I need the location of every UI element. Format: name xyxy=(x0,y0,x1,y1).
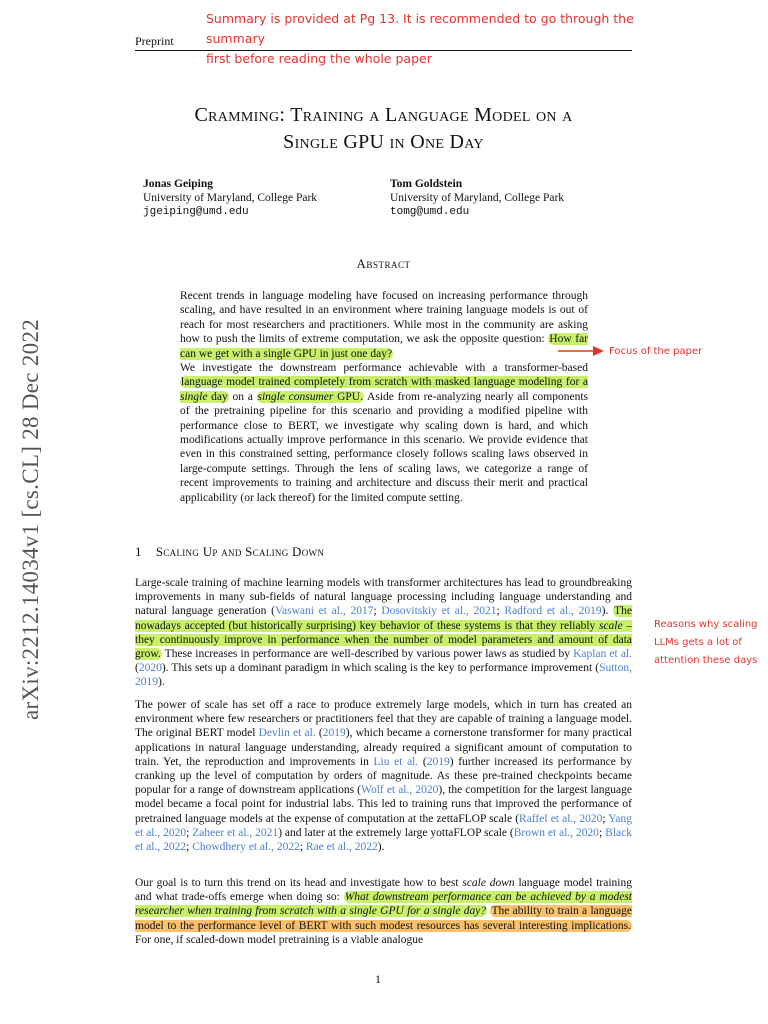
citation-link[interactable]: Radford et al., 2019 xyxy=(504,605,602,618)
body-paragraph xyxy=(135,698,632,854)
section-number: 1 xyxy=(135,544,142,559)
implications-highlight: The ability to train a language model to the performance level of BERT with such modest resources has several interesting implications. xyxy=(135,905,632,932)
paragraph-text xyxy=(135,876,632,947)
question-highlight: What downstream performance can be achieved by a modest researcher when training from scratch with a single GPU for a single day? xyxy=(135,891,633,918)
author-block xyxy=(143,177,317,219)
reasons-annotation-line: LLMs gets a lot of xyxy=(654,637,742,648)
summary-annotation-line: Summary is provided at Pg 13. It is recommended to go through the summary xyxy=(206,11,634,46)
citation-link[interactable]: Liu et al. xyxy=(373,755,419,768)
text-run: ; xyxy=(496,605,505,618)
section-title: Scaling Up and Scaling Down xyxy=(155,544,325,559)
abstract-body xyxy=(180,289,588,505)
highlight-text: for a xyxy=(562,376,588,389)
abstract-heading: Abstract xyxy=(356,256,411,271)
text-run: ( xyxy=(135,662,139,675)
text-run: The power of scale has set off a race to produce extremely large models, which in turn has created an environment where few researchers or practitioners feel that they are capable of training a language model. The original BERT model xyxy=(135,699,632,740)
author-email: jgeiping@umd.edu xyxy=(143,206,249,218)
text-run: ). xyxy=(377,841,385,854)
highlight-text: language model trained completely from scratch with masked language modeling xyxy=(181,376,563,389)
summary-annotation xyxy=(206,9,636,69)
reasons-annotation xyxy=(654,616,764,670)
gpu-highlight xyxy=(257,391,364,403)
author-name: Jonas Geiping xyxy=(143,178,213,190)
text-run: ). This sets up a dominant paradigm in which scaling is the key to performance improvement ( xyxy=(161,662,600,675)
highlight-text: – they continuously improve in performance when the number of model parameters and amount of data grow. xyxy=(135,619,632,661)
author-block xyxy=(390,177,564,219)
text-run: ( xyxy=(315,727,323,740)
highlight-text: scale xyxy=(598,619,623,632)
citation-link[interactable]: Vaswani et al., 2017 xyxy=(274,605,374,618)
author-affiliation: University of Maryland, College Park xyxy=(390,192,565,204)
text-run: ) further increased its performance by cranking up the level of computation by orders of magnitude. As these pre-trained checkpoints became popular for a range of downstream applications ( xyxy=(135,755,632,797)
abstract-text: We investigate the downstream performance achievable with a transformer-based xyxy=(180,362,588,375)
title-line: Single GPU in One Day xyxy=(283,131,484,153)
text-run: ), which became a cornerstone transformer for many practical applications in natural language understanding, already required a significant amount of computation to train. Yet, the reproduction and improvements in xyxy=(135,727,632,768)
citation-link[interactable]: 2019 xyxy=(426,755,450,768)
text-run: scale down xyxy=(462,877,515,889)
reasons-annotation-line: attention these days xyxy=(654,655,758,666)
text-run: ; xyxy=(186,826,193,839)
abstract-text: Aside from re-analyzing nearly all components of the pretraining pipeline for this scenario and providing a modified pipeline with performance close to BERT, we investigate why scaling down is hard, and which modifications actually improve performance in this scenario. We provide evidence that even in this constrained setting, performance closely follows scaling laws observed in large-compute settings. Through the lens of scaling laws, we categorize a range of recent improvements to training and architecture and discuss their merit and practical applicability (or lack thereof) for the limited compute setting. xyxy=(180,390,588,504)
citation-link[interactable]: Wolf et al., 2020 xyxy=(361,784,439,797)
arrow-right-icon xyxy=(557,345,605,357)
citation-link[interactable]: 2019 xyxy=(322,727,346,740)
text-run: ). xyxy=(158,676,165,689)
section-heading xyxy=(135,544,324,560)
citation-link[interactable]: Chowdhery et al., 2022 xyxy=(192,841,300,854)
citation-link[interactable]: Dosovitskiy et al., 2021 xyxy=(381,605,497,618)
text-run: ). xyxy=(601,605,614,618)
citation-link[interactable]: Yang et al., 2020 xyxy=(135,812,633,839)
citation-link[interactable]: Devlin et al. xyxy=(258,727,316,740)
highlight-text: GPU. xyxy=(333,390,363,403)
text-run: ; xyxy=(186,841,193,854)
arxiv-identifier: arXiv:2212.14034v1 [cs.CL] 28 Dec 2022 xyxy=(18,318,43,720)
focus-annotation: Focus of the paper xyxy=(609,346,703,357)
summary-annotation-line: first before reading the whole paper xyxy=(206,51,432,66)
text-run: ) and later at the extremely large yottaFLOP scale ( xyxy=(278,826,514,839)
text-run: These increases in performance are well-described by various power laws as studied by xyxy=(161,648,574,661)
citation-link[interactable]: Sutton, 2019 xyxy=(135,662,632,689)
reasons-annotation-line: Reasons why scaling xyxy=(654,619,758,630)
citation-link[interactable]: Rae et al., 2022 xyxy=(305,841,378,854)
highlight-text: single consumer xyxy=(257,390,334,403)
highlight-text: day xyxy=(207,390,228,403)
text-run: ; xyxy=(299,841,306,854)
text-run: ; xyxy=(599,826,606,839)
highlight-text: single xyxy=(180,390,208,403)
text-run: Large-scale training of machine learning models with transformer architectures has lead to groundbreaking improvements in many sub-fields of natural language processing including language understanding and natural language generation ( xyxy=(135,577,632,618)
author-affiliation: University of Maryland, College Park xyxy=(143,192,318,204)
citation-link[interactable]: Brown et al., 2020 xyxy=(513,826,600,839)
paragraph-text xyxy=(135,698,632,854)
abstract-text: on a xyxy=(228,390,257,403)
running-header: Preprint xyxy=(135,34,174,48)
author-email: tomg@umd.edu xyxy=(390,206,470,218)
citation-link[interactable]: Black et al., 2022 xyxy=(135,826,632,854)
text-run: ( xyxy=(418,755,427,768)
text-run: Our goal is to turn this trend on its head and investigate how to best xyxy=(135,877,463,889)
text-run: language model training and what trade-offs emerge when doing so: xyxy=(135,877,632,904)
highlight-text: The nowadays accepted (but historically surprising) key behavior of these systems is that they reliably xyxy=(135,605,632,632)
text-run: For one, if scaled-down model pretraining is a viable analogue xyxy=(135,933,424,946)
body-paragraph xyxy=(135,876,632,947)
abstract-paragraph xyxy=(180,289,588,361)
focus-highlight: How far can we get with a single GPU in just one day? xyxy=(180,333,589,360)
body-paragraph xyxy=(135,576,632,690)
text-run: ), the competition for the largest language model became a focal point for industrial labs. This led to training runs that improved the performance of pretrained language models at the expense of computation at the zettaFLOP scale ( xyxy=(135,784,633,825)
citation-link[interactable]: Raffel et al., 2020 xyxy=(519,812,603,825)
abstract-text: Recent trends in language modeling have focused on increasing performance through scaling, and have resulted in an environment where training language models is out of reach for most researchers and practitioners. While most in the community are asking how to push the limits of extreme computation, we ask the opposite question: xyxy=(180,290,588,346)
citation-link[interactable]: Kaplan et al. xyxy=(573,648,632,661)
text-run: ; xyxy=(602,812,609,825)
citation-link[interactable]: 2020 xyxy=(138,662,162,675)
paragraph-text xyxy=(135,576,632,690)
author-name: Tom Goldstein xyxy=(390,178,463,190)
page-number: 1 xyxy=(375,972,381,986)
title-line: Cramming: Training a Language Model on a xyxy=(194,104,573,126)
text-run: ; xyxy=(373,605,382,618)
abstract-paragraph xyxy=(180,361,588,505)
paper-title xyxy=(135,102,632,156)
citation-link[interactable]: Zaheer et al., 2021 xyxy=(192,826,279,839)
